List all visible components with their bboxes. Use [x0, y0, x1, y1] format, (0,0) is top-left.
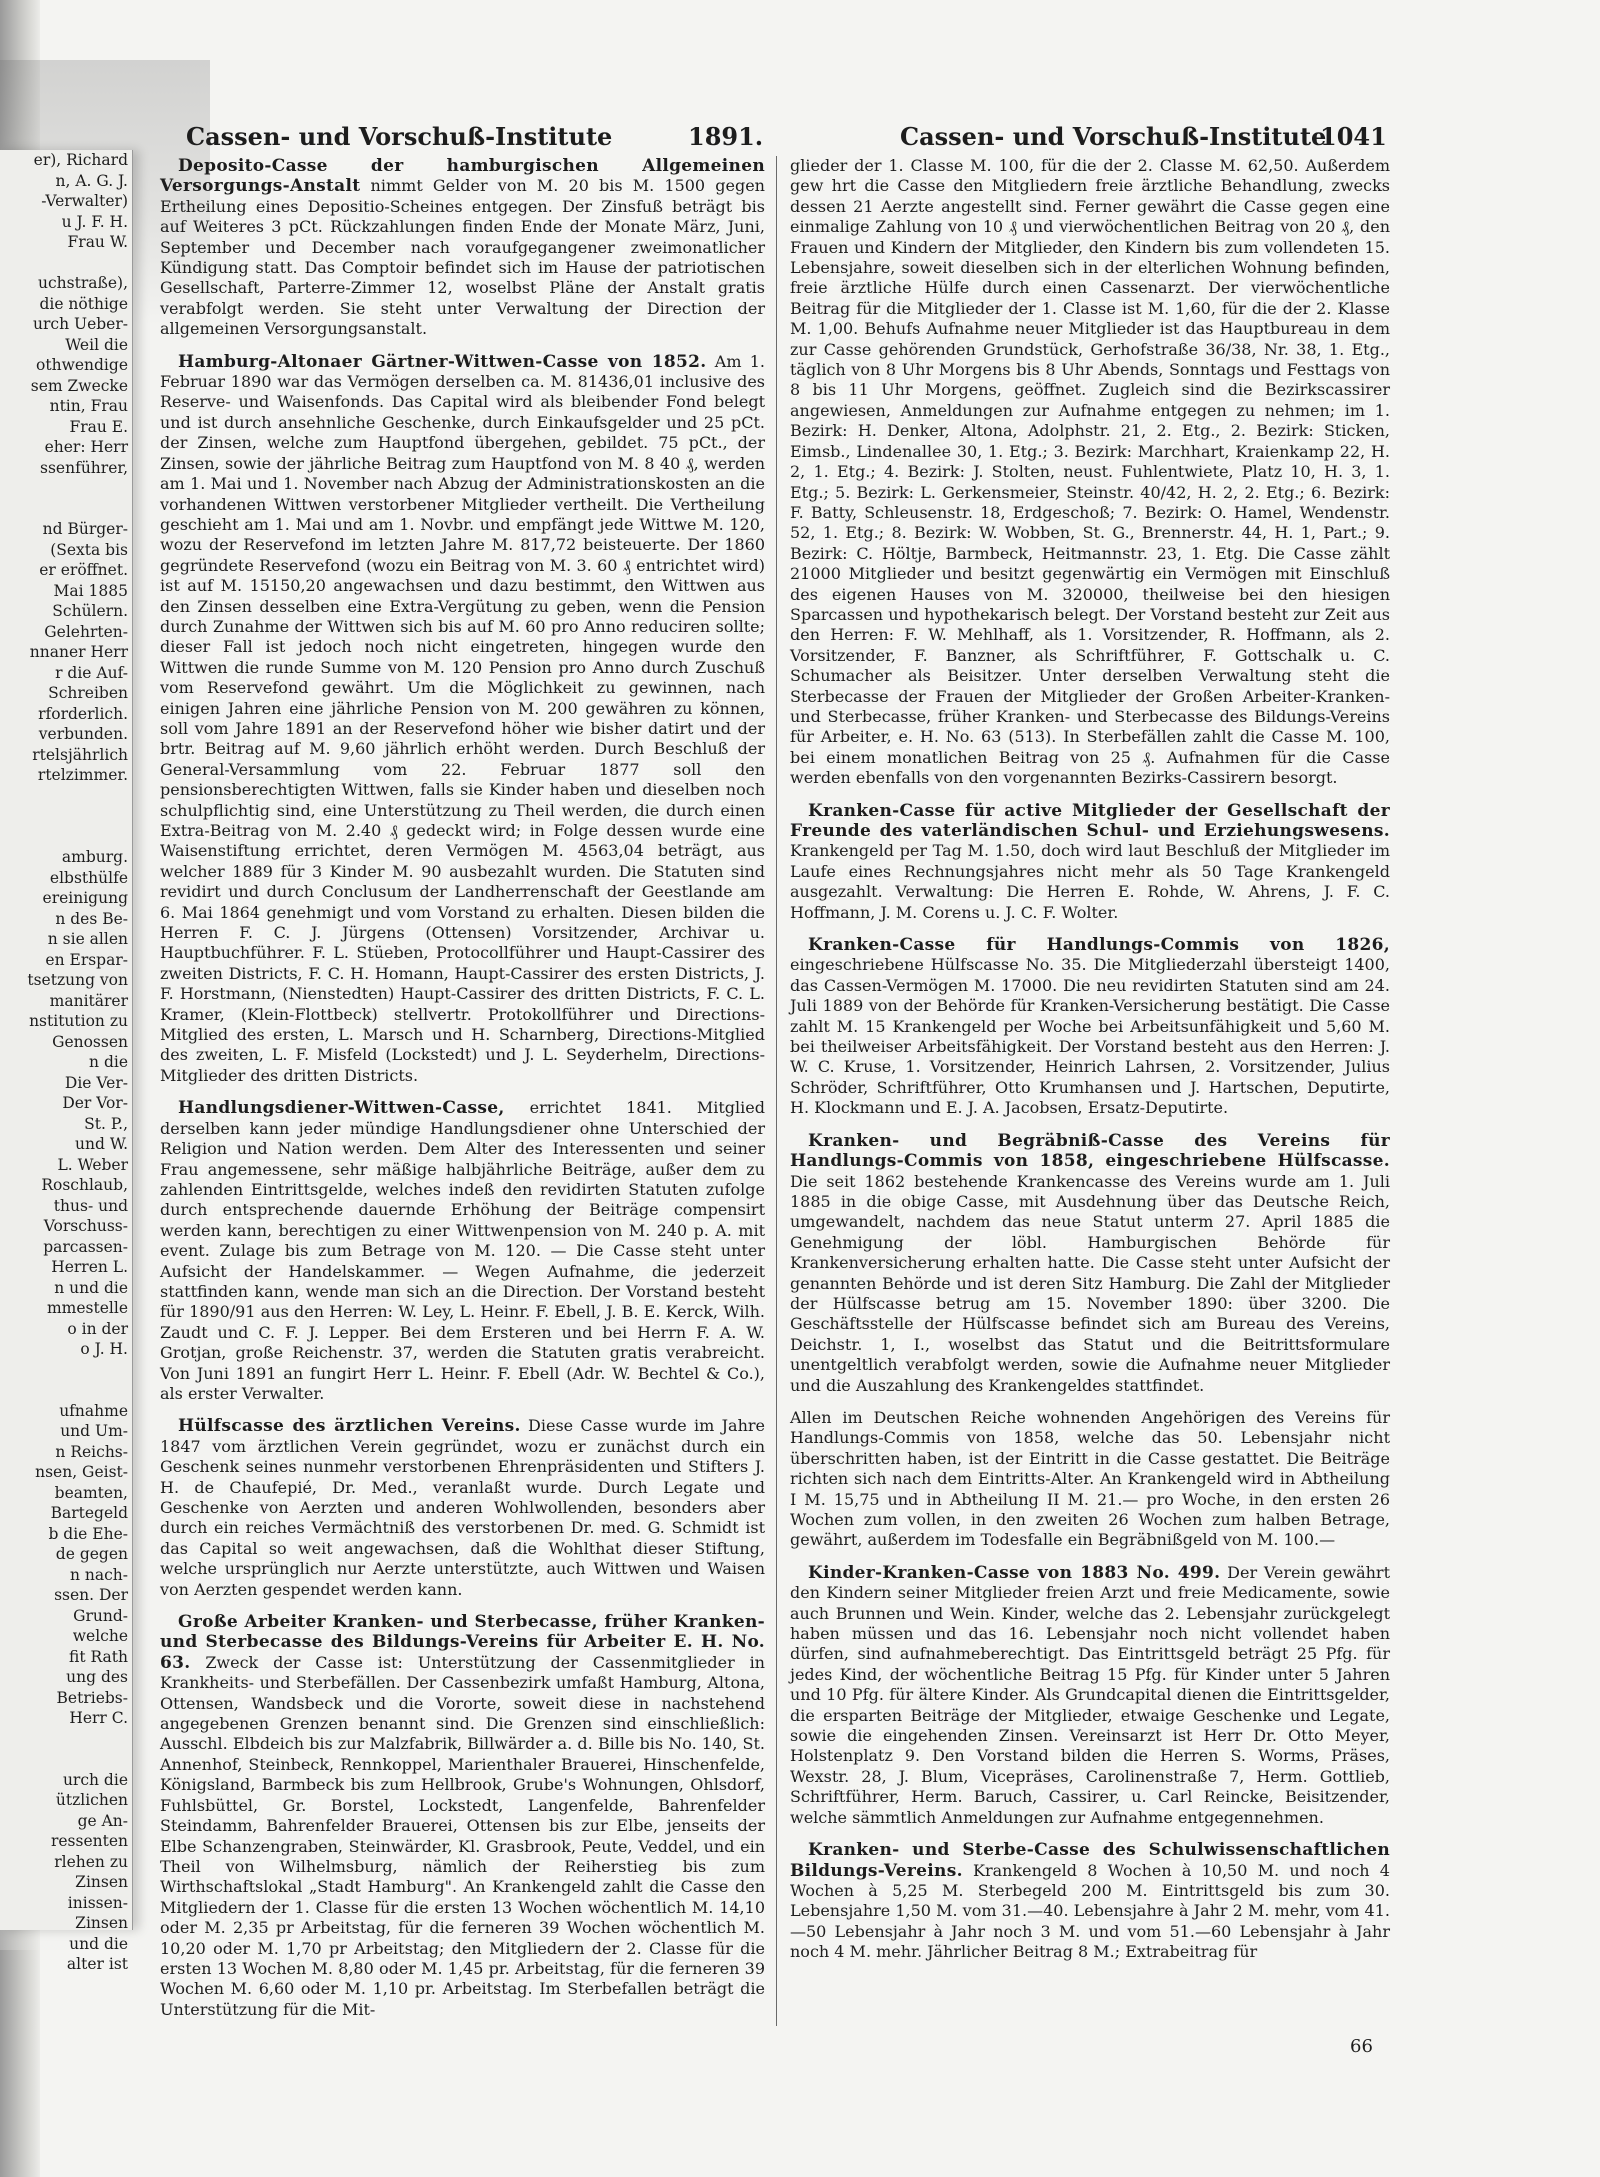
- prev-page-line: [0, 806, 132, 827]
- prev-page-line: rtelzimmer.: [37, 766, 128, 784]
- prev-page-line: manitärer: [49, 991, 128, 1010]
- entry-body: eingeschriebene Hülfscasse No. 35. Die Mitgliederzahl übersteigt 1400, das Cassen-Vermögen M. 17000. Die neu revidirten Statuten sind am 24. Juli 1889 von der Behörde für Kranken-Versicherung bestätigt. Die Casse zahlt M. 15 Krankengeld per Woche bei Arbeitsunfähigkeit und 5,60 M. bei theilweiser Arbeitsfähigkeit. Der Vorstand besteht aus den Herren: J. W. C. Kruse, 1. Vorsitzender, Heinrich Lahrsen, 2. Vorsitzender, Julius Schröder, Schriftführer, Otto Krumhansen und J. Hartschen, Deputirte, H. Klockmann und E. J. A. Jacobsen, Ersatz-Deputirte.: [790, 955, 1390, 1118]
- prev-page-line: inissen-: [67, 1893, 128, 1912]
- entry: [160, 1612, 765, 2020]
- prev-page-line: [0, 786, 132, 807]
- left-column: [160, 156, 765, 2026]
- prev-page-line: [0, 1729, 132, 1750]
- entry-body: Der Verein gewährt den Kindern seiner Mitglieder freien Arzt und freie Medicamente, sowie auch Brunnen und Wein. Kinder, welche das 2. Lebensjahr zurückgelegt haben müssen und das 16. Lebensjahr noch nicht vollendet haben dürfen, sind aufnahmeberechtigt. Das Eintrittsgeld beträgt 25 Pfg. für jedes Kind, der wöchentliche Beitrag 15 Pfg. für Kinder unter 5 Jahren und 10 Pfg. für ältere Kinder. Als Grundcapital dienen die Eintrittsgelder, die ersparten Beiträge der Mitglieder, etwaige Geschenke und Legate, sowie die eingehenden Zinsen. Vereinsarzt ist Herr Dr. Otto Meyer, Holstenplatz 9. Den Vorstand bilden die Herren S. Worms, Präses, Wexstr. 28, J. Blum, Vicepräses, Carolinenstraße 7, Herm. Gottlieb, Schriftführer, Herm. Baruch, Cassirer, u. Carl Reincke, Beisitzender, welche sämmtlich Anmeldungen zur Aufnahme entgegennehmen.: [790, 1562, 1390, 1827]
- prev-page-line: n sie allen: [47, 930, 128, 948]
- entry: [160, 352, 765, 1087]
- entry-body: nimmt Gelder von M. 20 bis M. 1500 gegen Ertheilung eines Depositio-Scheines entgegen. Der Zinsfuß beträgt bis auf Weiteres 3 pCt. Rückzahlungen finden Ende der Monate März, Juni, September und December nach voraufgegangener zweimonatlicher Kündigung statt. Das Comptoir befindet sich im Hause der patriotischen Gesellschaft, Parterre-Zimmer 12, woselbst Pläne der Anstalt gratis verabfolgt werden. Sie steht unter Verwaltung der Direction der allgemeinen Versorgungsanstalt.: [160, 176, 765, 339]
- entry: [790, 1408, 1390, 1551]
- prev-page-line: n, A. G. J.: [55, 171, 128, 190]
- prev-page-line: thus- und: [53, 1196, 128, 1215]
- prev-page-line: Frau W.: [67, 233, 128, 251]
- prev-page-line: -Verwalter): [41, 192, 128, 210]
- entry-heading: Handlungsdiener-Wittwen-Casse,: [178, 1098, 505, 1119]
- running-head: [160, 108, 1390, 152]
- entry-heading: Kinder-Kranken-Casse von 1883 No. 499.: [808, 1562, 1221, 1583]
- prev-page-line: rtelsjährlich: [32, 745, 128, 764]
- prev-page-line: er), Richard: [33, 151, 128, 169]
- prev-page-line: [0, 1360, 132, 1381]
- prev-page-line: Betriebs-: [56, 1688, 128, 1707]
- prev-page-line: n und die: [54, 1278, 128, 1297]
- prev-page-line: ufnahme: [59, 1401, 128, 1420]
- prev-page-line: und die: [69, 1934, 128, 1953]
- page: [160, 108, 1390, 2068]
- entry-body: Am 1. Februar 1890 war das Vermögen derselben ca. M. 81436,01 inclusive des Reserve- und Waisenfonds. Das Capital wird als bleibender Fond belegt und ist durch ansehnliche Geschenke, durch Einkaufsgelder und 25 pCt. der Zinsen, welche zum Hauptfond übergehen, gebildet. 75 pCt., der Zinsen, sowie der jährliche Beitrag zum Hauptfond von M. 8 40 ₰, werden am 1. Mai und 1. November nach Abzug der Administrationskosten an die vorhandenen Wittwen verstorbener Mitglieder vertheilt. Die Vertheilung geschieht am 1. Mai und am 1. Novbr. und empfängt jede Wittwe M. 120, wozu der Reservefond im letzten Jahre M. 817,72 beisteuerte. Der 1860 gegründete Reservefond (wozu ein Beitrag von M. 3. 60 ₰ entrichtet wird) ist auf M. 15150,20 angewachsen und dazu bestimmt, den Wittwen aus den Zinsen desselben eine Extra-Vergütung zu geben, wenn die Pension durch Zunahme der Wittwen sich bis auf M. 60 pro Anno reduciren sollte; dieser Fall ist jedoch noch nicht eingetreten, hingegen wurde den Wittwen die runde Summe von M. 120 Pension pro Anno durch Zuschuß vom Reservefond gewährt. Um die Möglichkeit zu gewinnen, nach einigen Jahren eine jährliche Pension von M. 200 gewähren zu können, soll vom Jahre 1891 an der Reservefond höher wie bisher datirt und der brtr. Beitrag auf M. 9,60 jährlich erhöht werden. Durch Beschluß der General-Versammlung vom 22. Februar 1877 soll den pensionsberechtigten Wittwen, falls sie Kinder haben und dieselben noch schulpflichtig sind, eine Unterstützung zu Theil werden, die durch einen Extra-Beitrag von M. 2.40 ₰ gedeckt wird; in Folge dessen wurde eine Waisenstiftung errichtet, deren Vermögen M. 4563,04 beträgt, aus welcher 1889 für 3 Kinder M. 90 ausbezahlt wurden. Die Statuten sind revidirt und durch Conclusum der Landherrenschaft der Geestlande am 6. Mai 1864 genehmigt und vom Vorstand zu erhalten. Diesen bilden die Herren F. C. J. Jürgens (Ottensen) Vorsitzender, Archivar u. Hauptbuchführer. F. L. Stüeben, Protocollführer und Haupt-Cassirer des zweiten Districts, F. C. H. Homann, Haupt-Cassirer des ersten Districts, J. F. Horstmann, (Nienstedten) Haupt-Cassirer des dritten Districts, F. C. L. Kramer, (Klein-Flottbeck) stellvertr. Protokollführer und Directions-Mitglied des ersten, L. Marsch und H. Scharnberg, Directions-Mitglied des zweiten, L. F. Misfeld (Lockstedt) und J. L. Seyderhelm, Directions-Mitglieder des dritten Districts.: [160, 351, 765, 1085]
- prev-page-line: amburg.: [61, 848, 128, 866]
- prev-page-line: (Sexta bis: [50, 540, 128, 559]
- prev-page-line: [0, 499, 132, 520]
- prev-page-line: [0, 478, 132, 499]
- entry-body: Krankengeld 8 Wochen à 10,50 M. und noch 4 Wochen à 5,25 M. Sterbegeld 200 M. Eintrittsgeld bis zum 30. Lebensjahre 1,50 M. vom 31.—40. Lebensjahre à Jahr 2 M. mehr, vom 41.—50 Lebensjahr à Jahr noch 3 M. und vom 51.—60 Lebensjahr à Jahr noch 4 M. mehr. Jährlicher Beitrag 8 M.; Extrabeitrag für: [790, 1860, 1390, 1962]
- prev-page-line: urch die: [62, 1770, 128, 1789]
- prev-page-line: er eröffnet.: [39, 561, 128, 579]
- prev-page-line: welche: [72, 1627, 128, 1645]
- entry: [160, 1416, 765, 1600]
- prev-page-line: St. P.,: [84, 1114, 128, 1133]
- prev-page-line: verbunden.: [38, 725, 128, 743]
- prev-page-line: [0, 827, 132, 848]
- entry-body: glieder der 1. Classe M. 100, für die der 2. Classe M. 62,50. Außerdem gew hrt die Casse den Mitgliedern freie ärztliche Behandlung, zwecks dessen 21 Aerzte angestellt sind. Ferner gewährt die Casse gegen eine einmalige Zahlung von 10 ₰ und vierwöchentlichen Beitrag von 20 ₰, den Frauen und Kindern der Mitglieder, den Kindern bis zum vollendeten 15. Lebensjahre, soweit dieselben sich in der elterlichen Wohnung befinden, freie ärztliche Hülfe durch einen Cassenarzt. Der vierwöchentliche Beitrag für die Mitglieder der 1. Classe ist M. 1,60, für die der 2. Klasse M. 1,00. Behufs Aufnahme neuer Mitglieder ist das Hauptbureau in dem zur Casse gehörenden Grundstück, Gerhofstraße 36/38, Nr. 38, 1. Etg., täglich von 8 Uhr Morgens bis 8 Uhr Abends, Sonntags und Festtags von 8 bis 11 Uhr Morgens, geöffnet. Zugleich sind die Bezirkscassirer angewiesen, Anmeldungen zur Aufnahme entgegen zu nehmen; im 1. Bezirk: H. Denker, Altona, Adolphstr. 21, 2. Etg., 2. Bezirk: Sticken, Eimsb., Lindenallee 30, 1. Etg.; 3. Bezirk: Marchhart, Kraienkamp 22, H. 2, 1. Etg.; 4. Bezirk: J. Stolten, neust. Fuhlentwiete, Platz 10, H. 3, 1. Etg.; 5. Bezirk: L. Gerkensmeier, Steinstr. 40/42, H. 2, 2. Etg.; 6. Bezirk: F. Batty, Schleusenstr. 18, Erdgeschoß; 7. Bezirk: O. Hamel, Wendenstr. 52, 1. Etg.; 8. Bezirk: W. Wobben, St. G., Brennerstr. 44, H. 1, Part.; 9. Bezirk: C. Höltje, Barmbeck, Heitmannstr. 23, 1. Etg. Die Casse zählt 21000 Mitglieder und besitzt gegenwärtig ein Vermögen mit Einschluß des eigenen Hauses von M. 320000, theilweise bei den hiesigen Sparcassen und hypothekarisch belegt. Der Vorstand besteht zur Zeit aus den Herren: F. W. Mehlhaff, als 1. Vorsitzender, R. Hoffmann, als 2. Vorsitzender, F. Banzner, als Schriftführer, F. Gottschalk u. C. Schumacher als Beisitzer. Unter derselben Verwaltung steht die Sterbecasse der Frauen der Mitglieder der Großen Arbeiter-Kranken- und Sterbecasse, früher Kranken- und Sterbecasse des Bildungs-Vereins für Arbeiter, e. H. No. 63 (513). In Sterbefällen zahlt die Casse M. 100, bei einem monatlichen Beitrag von 25 ₰. Aufnahmen für die Casse werden ebenfalls von den vorgenannten Bezirks-Cassirern besorgt.: [790, 156, 1390, 788]
- prev-page-line: Roschlaub,: [41, 1176, 128, 1194]
- column-rule: [776, 156, 777, 2026]
- prev-page-line: b die Ehe-: [48, 1524, 128, 1543]
- prev-page-line: ützlichen: [55, 1791, 128, 1809]
- prev-page-line: eher: Herr: [44, 438, 128, 456]
- prev-page-line: othwendige: [36, 356, 128, 374]
- prev-page-line: ssenführer,: [40, 458, 128, 477]
- entry: [790, 156, 1390, 789]
- entry-body: Krankengeld per Tag M. 1.50, doch wird laut Beschluß der Mitglieder im Laufe eines Rechnungsjahres nicht mehr als 50 Tage Krankengeld ausgezahlt. Verwaltung: Die Herren E. Rohde, W. Ahrens, J. F. C. Hoffmann, J. M. Corens u. J. C. F. Wolter.: [790, 841, 1390, 922]
- prev-page-line: sem Zwecke: [30, 376, 128, 395]
- entry-heading: Hülfscasse des ärztlichen Vereins.: [178, 1416, 521, 1437]
- prev-page-line: beamten,: [54, 1483, 128, 1502]
- prev-page-line: ereinigung: [42, 889, 128, 907]
- prev-page-line: L. Weber: [57, 1155, 128, 1174]
- running-head-left: Cassen- und Vorschuß-Institute: [186, 122, 613, 151]
- prev-page-line: Frau E.: [69, 417, 128, 436]
- running-head-year: 1891.: [688, 122, 764, 151]
- prev-page-line: de gegen: [55, 1545, 128, 1563]
- prev-page-line: n nach-: [69, 1565, 128, 1584]
- prev-page-line: Schülern.: [52, 602, 128, 620]
- entry-heading: Hamburg-Altonaer Gärtner-Wittwen-Casse von 1852.: [178, 351, 707, 372]
- prev-page-line: Schreiben: [48, 684, 128, 702]
- prev-page-line: rforderlich.: [38, 704, 128, 723]
- prev-page-line: Bartegeld: [50, 1504, 128, 1522]
- prev-page-line: urch Ueber-: [33, 315, 128, 333]
- prev-page-line: Mai 1885: [53, 581, 128, 600]
- prev-page-line: Zinsen: [75, 1914, 128, 1932]
- prev-page-line: Zinsen: [75, 1873, 128, 1891]
- prev-page-line: Herren L.: [51, 1258, 128, 1276]
- page-number: 1041: [1320, 122, 1387, 151]
- entry: [160, 1098, 765, 1404]
- prev-page-line: ge An-: [77, 1811, 128, 1830]
- prev-page-line: o in der: [67, 1319, 128, 1338]
- entry-heading: Kranken- und Sterbe-Casse des Schulwissenschaftlichen Bildungs-Vereins.: [790, 1840, 1390, 1881]
- prev-page-line: rlehen zu: [54, 1852, 128, 1871]
- prev-page-line: nnaner Herr: [29, 643, 128, 661]
- entry-body: Zweck der Casse ist: Unterstützung der Cassenmitglieder in Krankheits- und Sterbefällen. Der Cassenbezirk umfaßt Hamburg, Altona, Ottensen, Wandsbeck und die Vororte, soweit diese in nachstehend angegebenen Grenzen benannt sind. Die Grenzen sind einschließlich: Ausschl. Elbdeich bis zur Malzfabrik, Billwärder a. d. Bille bis No. 140, St. Annenhof, Steinbeck, Rennkoppel, Marienthaler Brauerei, Hinschenfelde, Königsland, Barmbeck bis zum Hellbrook, Grube's Wohnungen, Ohlsdorf, Fuhlsbüttel, Gr. Borstel, Lockstedt, Langenfelde, Bahrenfelder Steindamm, Bahrenfelder Brauerei, Ottensen bis zur Elbe, jenseits der Elbe Schanzengraben, Steinwärder, Kl. Grasbrook, Peute, Veddel, und ein Theil von Wilhelmsburg, nämlich der Reiherstieg bis zum Wirthschaftslokal „Stadt Hamburg". An Krankengeld zahlt die Casse den Mitgliedern der 1. Classe für die ersten 13 Wochen wöchentlich M. 14,10 oder M. 2,35 pr Arbeitstag, für die ferneren 39 Wochen wöchentlich M. 10,20 oder M. 1,70 pr Arbeitstag; den Mitgliedern der 2. Classe für die ersten 13 Wochen M. 8,80 oder M. 1,45 pr. Arbeitstag, für die ferneren 39 Wochen M. 6,60 oder M. 1,10 pr. Arbeitstag. Im Sterbefallen beträgt die Unterstützung für die Mit-: [160, 1652, 765, 2019]
- prev-page-line: en Erspar-: [45, 950, 128, 969]
- entry-body: Diese Casse wurde im Jahre 1847 vom ärztlichen Verein gegründet, wozu er zunächst durch ein Geschenk seines nunmehr verstorbenen Ehrenpräsidenten und Stifters J. H. de Chaufepié, Dr. Med., veranlaßt wurde. Durch Legate und Geschenke von Aerzten und anderen Wohlwollenden, besonders aber durch ein reiches Vermächtniß des verstorbenen Dr. med. G. Schmidt ist das Capital so weit angewachsen, daß die Wohlthat dieser Stiftung, welche ursprünglich nur Aerzte unterstützte, auch Wittwen und Waisen von Aerzten gespendet werden kann.: [160, 1416, 765, 1599]
- entry: [160, 156, 765, 340]
- prev-page-line: ssen. Der: [54, 1586, 128, 1604]
- prev-page-line: Vorschuss-: [43, 1217, 128, 1235]
- entry: [790, 1131, 1390, 1396]
- entry-body: errichtet 1841. Mitglied derselben kann jeder mündige Handlungsdiener ohne Unterschied der Religion und Nation werden. Dem Alter des Interessenten und seiner Frau angemessene, sehr mäßige halbjährliche Beiträge, außer dem zu zahlenden Eintrittsgelde, welches indeß den revidirten Statuten zufolge durch entsprechende dauernde Erhöhung der Beiträge compensirt werden kann, berechtigen zu einer Wittwenpension von M. 240 p. A. mit event. Zulage bis zum Betrage von M. 120. — Die Casse steht unter Aufsicht der Handelskammer. — Wegen Aufnahme, die jederzeit stattfinden kann, wende man sich an die Direction. Der Vorstand besteht für 1890/91 aus den Herren: W. Ley, L. Heinr. F. Ebell, J. B. E. Kerck, Wilh. Zaudt und C. F. J. Lepper. Bei dem Ersteren und bei Herrn F. A. W. Grotjan, große Reichenstr. 37, werden die Statuten gratis verabreicht. Von Juni 1891 an fungirt Herr L. Heinr. F. Ebell (Adr. W. Bechtel & Co.), als erster Verwalter.: [160, 1098, 765, 1403]
- running-head-right: Cassen- und Vorschuß-Institute: [900, 122, 1327, 151]
- prev-page-line: Gelehrten-: [44, 622, 128, 641]
- entry-heading: Kranken-Casse für active Mitglieder der Gesellschaft der Freunde des vaterländischen Schul- und Erziehungswesens.: [790, 800, 1390, 841]
- prev-page-line: n die: [89, 1053, 128, 1071]
- prev-page-line: nstitution zu: [29, 1012, 128, 1030]
- prev-page-line: Die Ver-: [64, 1073, 128, 1092]
- entry-heading: Kranken-Casse für Handlungs-Commis von 1826,: [808, 935, 1390, 956]
- signature-mark: 66: [1350, 2036, 1373, 2057]
- prev-page-line: mmestelle: [46, 1299, 128, 1317]
- entry: [790, 935, 1390, 1119]
- prev-page-line: ressenten: [50, 1832, 128, 1850]
- prev-page-line: und W.: [75, 1135, 128, 1153]
- prev-page-line: [0, 1380, 132, 1401]
- prev-page-line: nsen, Geist-: [35, 1463, 128, 1481]
- prev-page-line: nd Bürger-: [42, 520, 128, 538]
- previous-page-fragment: [0, 150, 133, 1973]
- prev-page-line: [0, 1749, 132, 1770]
- entry: [790, 1840, 1390, 1962]
- prev-page-line: die nöthige: [39, 294, 128, 313]
- prev-page-line: Genossen: [52, 1032, 128, 1051]
- prev-page-line: tsetzung von: [27, 971, 128, 989]
- entry-heading: Kranken- und Begräbniß-Casse des Vereins für Handlungs-Commis von 1858, eingeschriebene Hülfscasse.: [790, 1130, 1390, 1172]
- prev-page-line: n Reichs-: [55, 1442, 128, 1461]
- entry-heading: Große Arbeiter Kranken- und Sterbecasse, früher Kranken- und Sterbecasse des Bildungs-Vereins für Arbeiter E. H. No. 63.: [160, 1612, 765, 1673]
- right-column: [790, 156, 1390, 2026]
- prev-page-line: n des Be-: [55, 909, 128, 928]
- prev-page-line: elbsthülfe: [49, 868, 128, 887]
- prev-page-line: alter ist: [66, 1955, 128, 1973]
- entry: [790, 1563, 1390, 1828]
- entry-body: Die seit 1862 bestehende Krankencasse des Vereins wurde am 1. Juli 1885 in die obige Casse, mit Ausdehnung über das Deutsche Reich, umgewandelt, nachdem das neue Statut unterm 27. April 1885 die Genehmigung der löbl. Hamburgischen Behörde für Krankenversicherung erhalten hatte. Die Casse steht unter Aufsicht der genannten Behörde und ist deren Sitz Hamburg. Die Zahl der Mitglieder der Hülfscasse betrug am 15. November 1890: über 3200. Die Geschäftsstelle der Hülfscasse befindet sich am Bureau des Vereins, Deichstr. 1, I., woselbst das Statut und die Beitrittsformulare unentgeltlich verabfolgt werden, sowie die Aufnahme neuer Mitglieder und die Auszahlung des Krankengeldes stattfindet.: [790, 1171, 1390, 1395]
- prev-page-line: Grund-: [73, 1606, 128, 1625]
- prev-page-line: [0, 253, 132, 274]
- prev-page-line: parcassen-: [43, 1237, 128, 1256]
- prev-page-line: Herr C.: [69, 1709, 128, 1727]
- entry-heading: Deposito-Casse der hamburgischen Allgemeinen Versorgungs-Anstalt: [160, 156, 765, 197]
- prev-page-line: r die Auf-: [55, 663, 128, 682]
- prev-page-line: fit Rath: [69, 1647, 128, 1666]
- prev-page-line: und Um-: [60, 1422, 128, 1440]
- prev-page-line: ung des: [66, 1668, 128, 1686]
- prev-page-line: o J. H.: [80, 1340, 128, 1358]
- prev-page-line: ntin, Frau: [49, 397, 128, 415]
- prev-page-line: u J. F. H.: [61, 212, 128, 231]
- entry: [790, 801, 1390, 923]
- prev-page-line: Der Vor-: [62, 1094, 128, 1112]
- prev-page-line: uchstraße),: [38, 274, 128, 292]
- entry-body: Allen im Deutschen Reiche wohnenden Angehörigen des Vereins für Handlungs-Commis von 1858, welche das 50. Lebensjahr nicht überschritten haben, ist der Eintritt in die Casse gestattet. Die Beiträge richten sich nach dem Eintritts-Alter. An Krankengeld wird in Abtheilung I M. 15,75 und in Abtheilung II M. 21.— pro Woche, in den ersten 26 Wochen zum vollen, in den zweiten 26 Wochen zum halben Betrage, gewährt, außerdem im Todesfalle ein Begräbnißgeld von M. 100.—: [790, 1407, 1390, 1550]
- prev-page-line: Weil die: [65, 335, 128, 354]
